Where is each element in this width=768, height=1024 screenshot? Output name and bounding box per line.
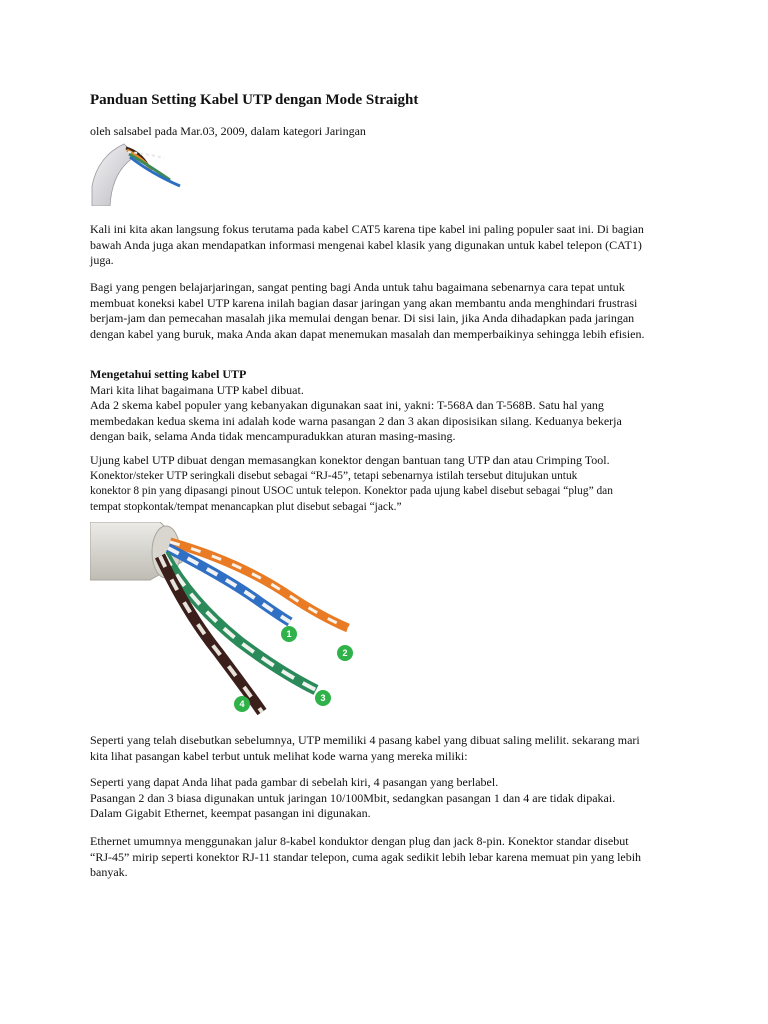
paragraph-intro: Kali ini kita akan langsung fokus terutama pada kabel CAT5 karena tipe kabel ini paling populer saat ini. Di bagian bawah Anda juga akan mendapatkan informasi mengenai kabel klasik yang digunakan untuk kabel telepon (CAT1) juga. (90, 222, 644, 267)
pair-label-3 (315, 690, 331, 706)
paragraph-connector: Ujung kabel UTP dibuat dengan memasangkan konektor dengan bantuan tang UTP dan atau Crimping Tool. Konektor/steker UTP seringkali disebut sebagai “RJ-45”, tetapi sebenarnya istilah tersebut ditujukan untuk konektor 8 pin yang dipasangi pinout USOC untuk telepon. Konektor pada ujung kabel disebut sebagai “plug” dan tempat stopkontak/tempat menancapkan plut disebut sebagai “jack.” (90, 453, 613, 513)
section-utp-setting: Mengetahui setting kabel UTP Mari kita lihat bagaimana UTP kabel dibuat. Ada 2 skema kabel populer yang kebanyakan digunakan saat ini, yakni: T-568A dan T-568B. Satu hal yang membedakan kedua skema ini adalah kode warna pasangan 2 dan 3 akan diposisikan silang. Keduanya bekerja dengan baik, selama Anda tidak mencampuradukkan aturan masing-masing. (90, 367, 690, 445)
section-heading: Mengetahui setting kabel UTP (90, 367, 247, 381)
svg-text:2: 2 (342, 648, 348, 658)
article-title: Panduan Setting Kabel UTP dengan Mode Straight (90, 92, 419, 108)
utp-cable-pairs-photo (90, 522, 370, 722)
pair-label-4 (234, 696, 250, 712)
paragraph-labeled-pairs: Seperti yang dapat Anda lihat pada gambar di sebelah kiri, 4 pasangan yang berlabel. Pasangan 2 dan 3 biasa digunakan untuk jaringan 10/100Mbit, sedangkan pasangan 1 dan 4 are tidak dipakai. Dalam Gigabit Ethernet, keempat pasangan ini digunakan. (90, 775, 616, 820)
paragraph-pairs: Seperti yang telah disebutkan sebelumnya, UTP memiliki 4 pasang kabel yang dibuat saling melilit. sekarang mari kita lihat pasangan kabel terbut untuk melihat kode warna yang mereka miliki: (90, 733, 640, 763)
paragraph-learning: Bagi yang pengen belajarjaringan, sangat penting bagi Anda untuk tahu bagaimana sebenarnya cara tepat untuk membuat koneksi kabel UTP karena inilah bagian dasar jaringan yang akan membantu anda menghindari frustrasi berjam-jam dan pemecahan masalah jika memulai dengan benar. Di sisi lain, jika Anda dihadapkan pada jaringan dengan kabel yang buruk, maka Anda akan dapat menemukan masalah dan memperbaikinya sehingga lebih efisien. (90, 280, 645, 341)
svg-text:3: 3 (320, 693, 326, 703)
pair-label-1 (281, 626, 297, 642)
paragraph-ethernet: Ethernet umumnya menggunakan jalur 8-kabel konduktor dengan plug dan jack 8-pin. Konektor standar disebut “RJ-45” mirip seperti konektor RJ-11 standar telepon, cuma agak sedikit lebih lebar karena memuat pin yang lebih banyak. (90, 834, 642, 879)
article-meta: oleh salsabel pada Mar.03, 2009, dalam kategori Jaringan (90, 124, 366, 138)
svg-text:1: 1 (286, 629, 292, 639)
pair-label-2 (337, 645, 353, 661)
svg-text:4: 4 (239, 699, 245, 709)
utp-cable-photo-small (90, 136, 186, 206)
